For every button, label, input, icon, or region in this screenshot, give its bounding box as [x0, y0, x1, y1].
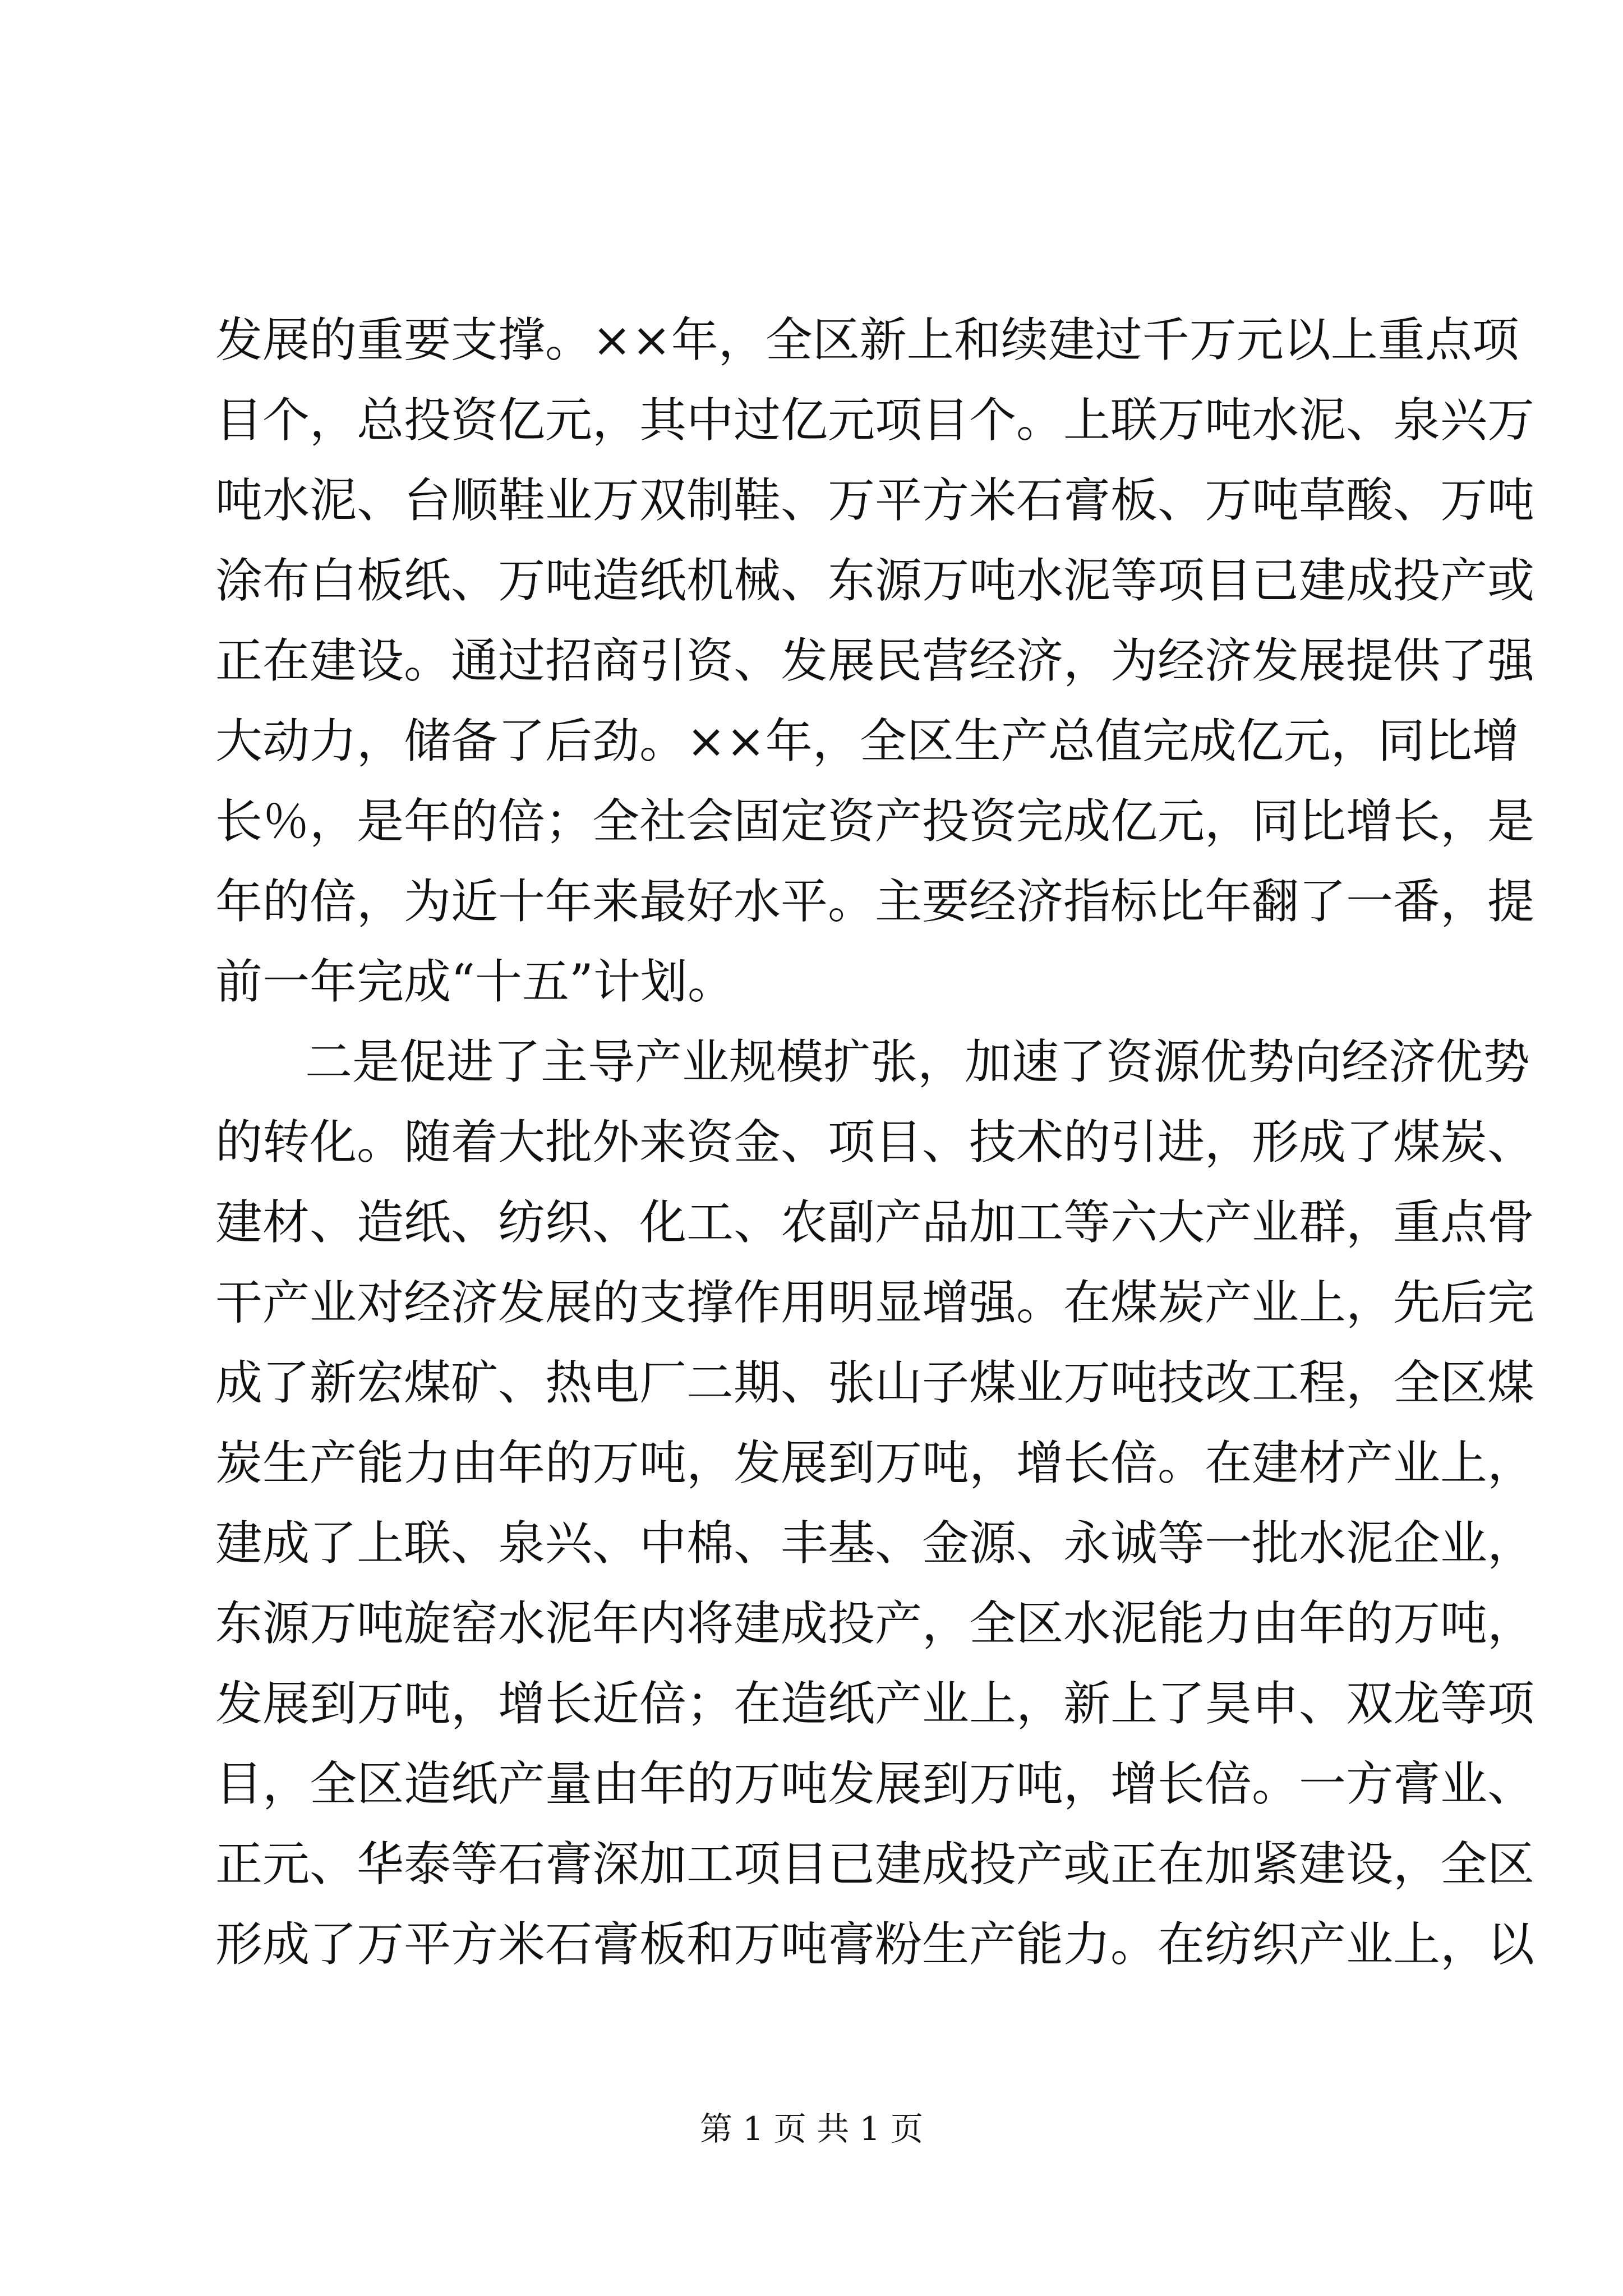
text-line: 目，全区造纸产量由年的万吨发展到万吨，增长倍。一方膏业、 [215, 1756, 1535, 1811]
text-line: 建材、造纸、纺织、化工、农副产品加工等六大产业群，重点骨 [215, 1195, 1535, 1250]
page-footer: 第 1 页 共 1 页 [700, 2110, 923, 2148]
text-line: 大动力，储备了后劲。××年，全区生产总值完成亿元，同比增 [215, 714, 1519, 769]
text-line: 炭生产能力由年的万吨，发展到万吨，增长倍。在建材产业上， [215, 1435, 1535, 1490]
text-line: 正元、华泰等石膏深加工项目已建成投产或正在加紧建设，全区 [215, 1837, 1535, 1892]
document-body [215, 300, 1535, 1985]
text-line: 目个，总投资亿元，其中过亿元项目个。上联万吨水泥、泉兴万 [215, 393, 1535, 448]
text-line: 年的倍，为近十年来最好水平。主要经济指标比年翻了一番，提 [215, 874, 1535, 929]
paragraph-1 [215, 300, 1535, 1022]
text-line: 发展的重要支撑。××年，全区新上和续建过千万元以上重点项 [215, 312, 1519, 367]
text-line: 成了新宏煤矿、热电厂二期、张山子煤业万吨技改工程，全区煤 [215, 1355, 1535, 1410]
text-line: 形成了万平方米石膏板和万吨膏粉生产能力。在纺织产业上，以 [215, 1917, 1535, 1972]
text-line: 涂布白板纸、万吨造纸机械、东源万吨水泥等项目已建成投产或 [215, 553, 1535, 608]
text-line: 的转化。随着大批外来资金、项目、技术的引进，形成了煤炭、 [215, 1115, 1535, 1170]
paragraph-2 [215, 1022, 1535, 1985]
text-line: 干产业对经济发展的支撑作用明显增强。在煤炭产业上，先后完 [215, 1275, 1535, 1330]
text-line: 前一年完成“十五”计划。 [215, 954, 735, 1009]
text-line: 正在建设。通过招商引资、发展民营经济，为经济发展提供了强 [215, 633, 1535, 688]
text-line: 建成了上联、泉兴、中棉、丰基、金源、永诚等一批水泥企业， [215, 1516, 1535, 1571]
text-line: 东源万吨旋窑水泥年内将建成投产，全区水泥能力由年的万吨， [215, 1596, 1535, 1651]
text-line: 吨水泥、台顺鞋业万双制鞋、万平方米石膏板、万吨草酸、万吨 [215, 473, 1535, 528]
text-line: 长％，是年的倍；全社会固定资产投资完成亿元，同比增长，是 [215, 794, 1535, 849]
text-line: 二是促进了主导产业规模扩张，加速了资源优势向经济优势 [305, 1034, 1530, 1089]
text-line: 发展到万吨，增长近倍；在造纸产业上，新上了昊申、双龙等项 [215, 1676, 1535, 1731]
